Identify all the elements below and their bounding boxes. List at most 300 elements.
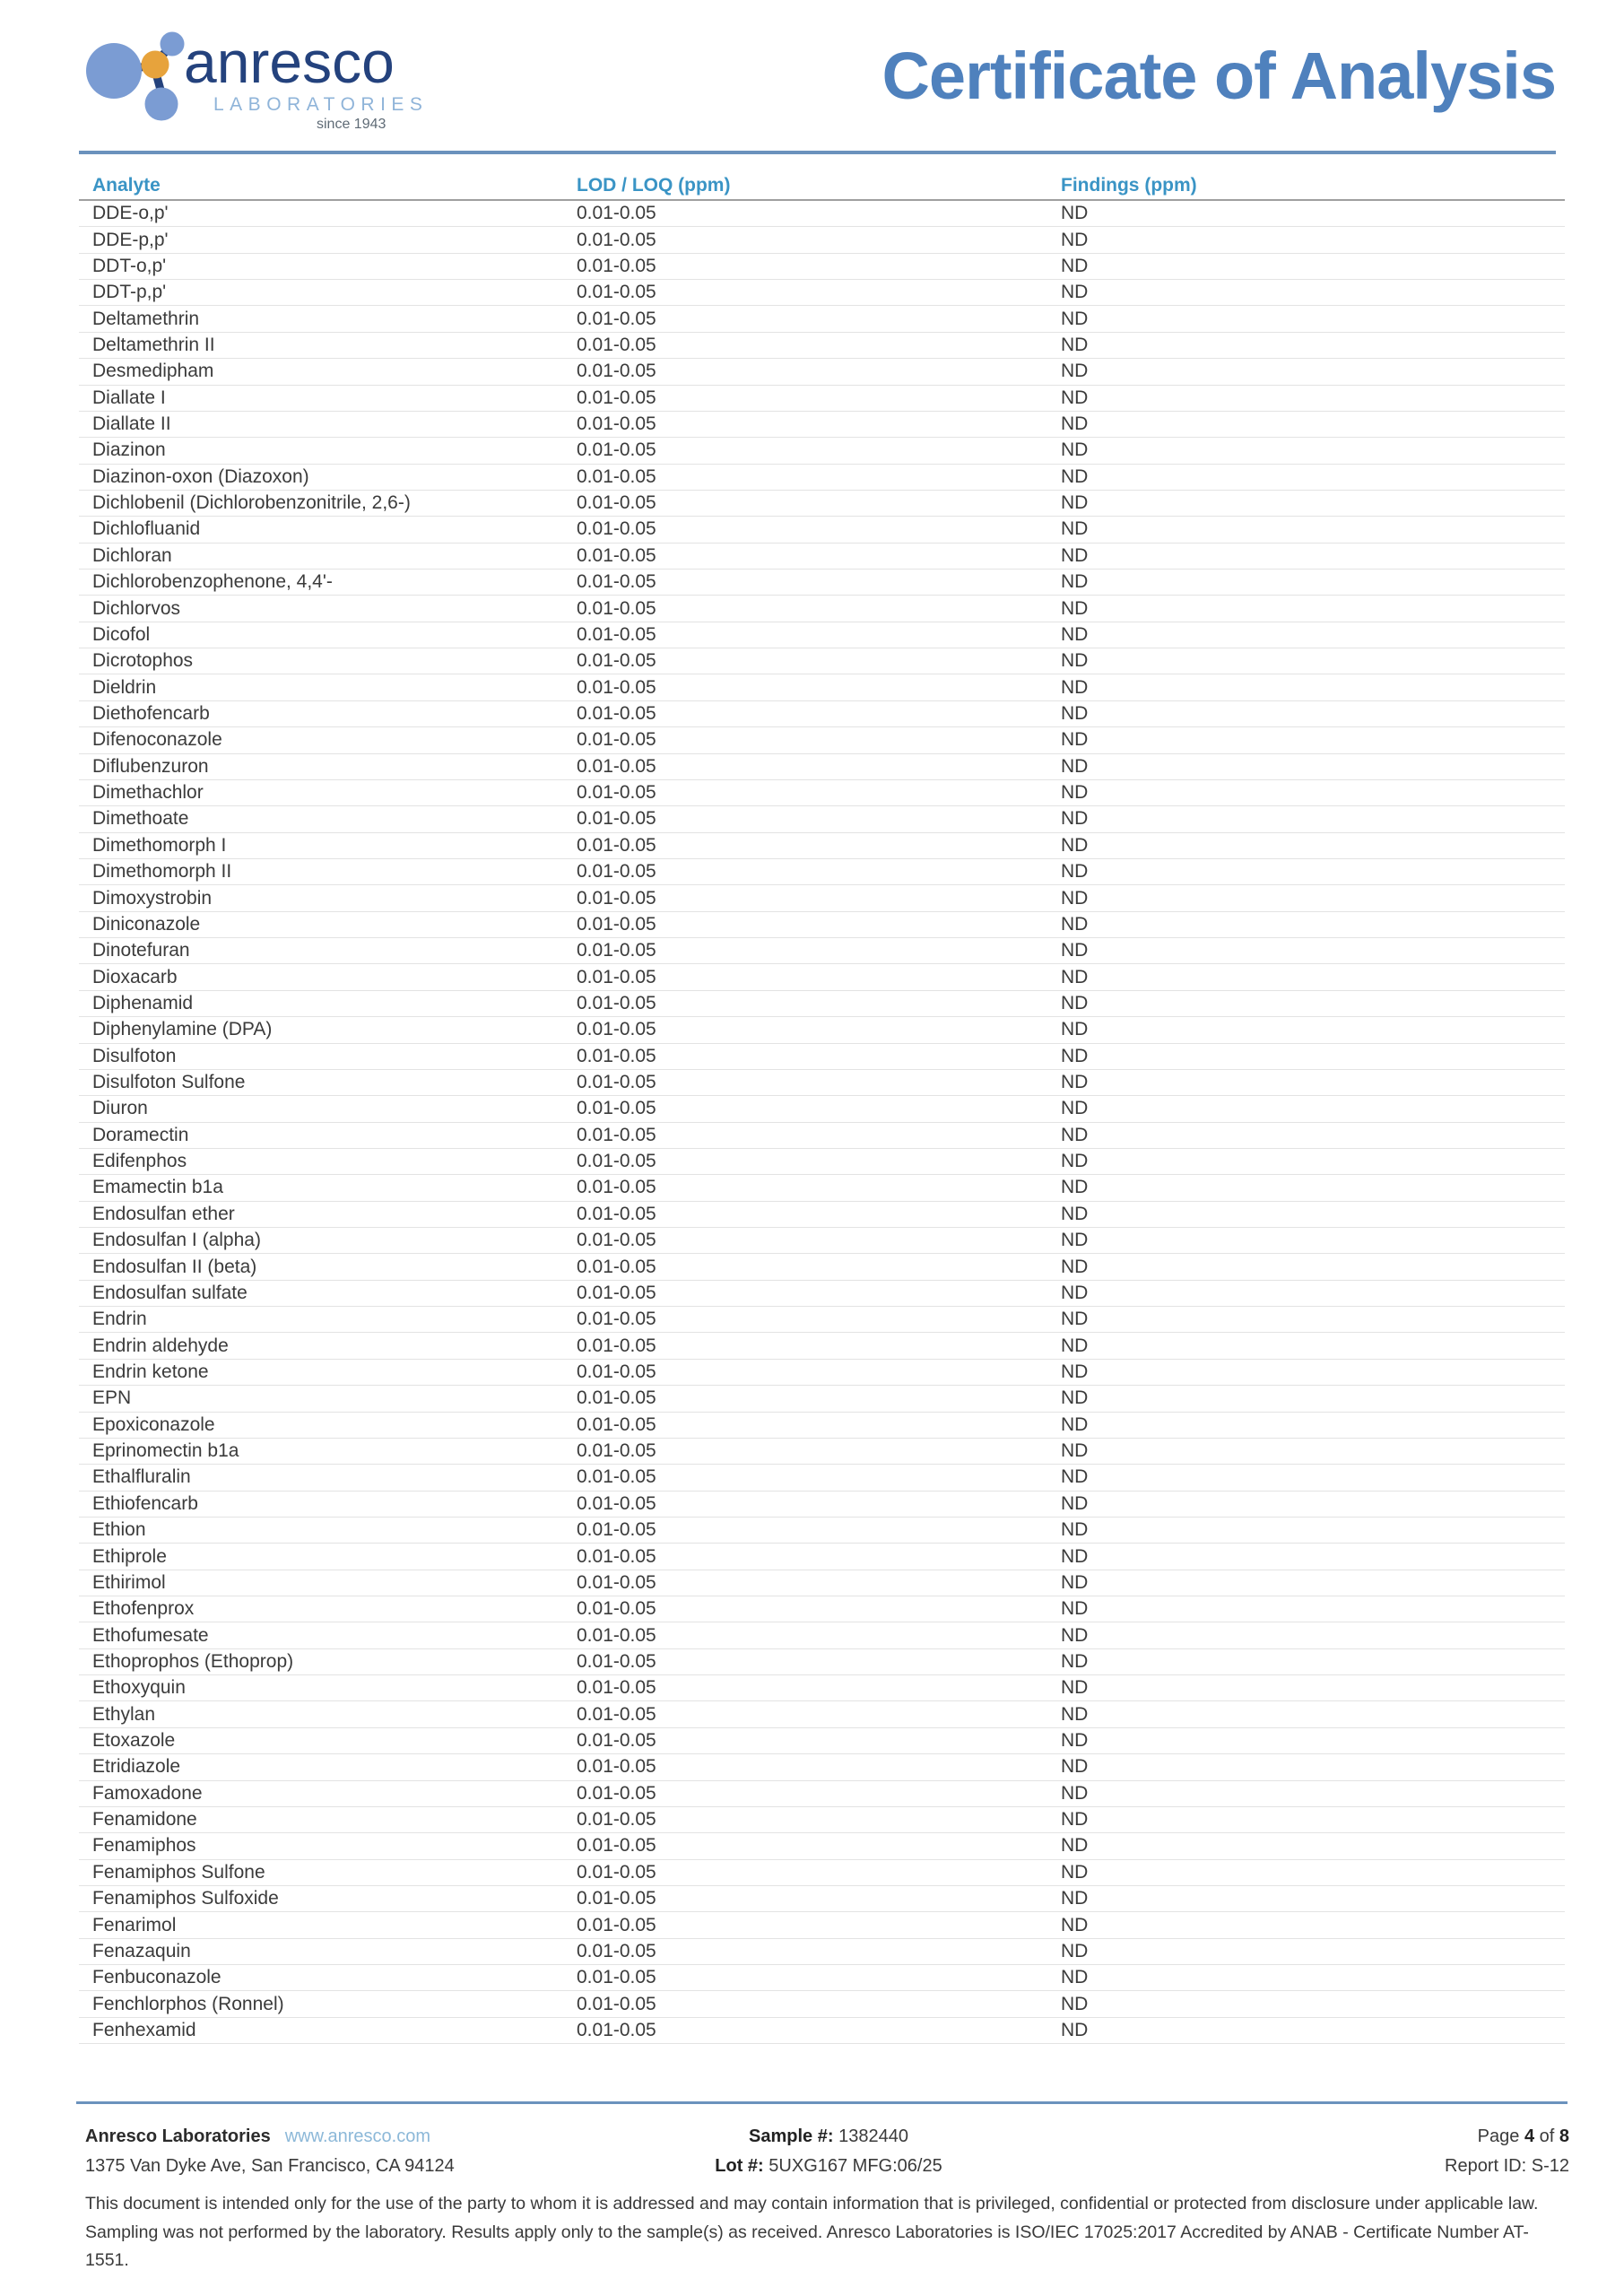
findings-value: ND xyxy=(1061,1519,1089,1541)
lod-loq-value: 0.01-0.05 xyxy=(577,834,656,856)
analyte-name: DDE-o,p' xyxy=(92,203,169,224)
lod-loq-value: 0.01-0.05 xyxy=(577,334,656,355)
analyte-name: DDT-p,p' xyxy=(92,282,167,303)
analyte-name: Disulfoton Sulfone xyxy=(92,1072,246,1093)
findings-value: ND xyxy=(1061,203,1089,224)
analyte-name: Diniconazole xyxy=(92,913,201,935)
analyte-name: Endrin aldehyde xyxy=(92,1335,229,1356)
analyte-name: Ethofenprox xyxy=(92,1598,195,1620)
analyte-name: DDE-p,p' xyxy=(92,229,169,250)
footer-sample-block xyxy=(715,2122,942,2181)
analyte-name: Fenarimol xyxy=(92,1914,177,1935)
lod-loq-value: 0.01-0.05 xyxy=(577,1309,656,1330)
lod-loq-value: 0.01-0.05 xyxy=(577,913,656,935)
table-row xyxy=(79,1570,1565,1596)
analyte-name: Ethirimol xyxy=(92,1571,166,1593)
findings-value: ND xyxy=(1061,1282,1089,1303)
analyte-name: Deltamethrin xyxy=(92,308,200,329)
lod-loq-value: 0.01-0.05 xyxy=(577,1809,656,1831)
findings-value: ND xyxy=(1061,913,1089,935)
table-row xyxy=(79,1360,1565,1386)
lod-loq-value: 0.01-0.05 xyxy=(577,1782,656,1804)
findings-value: ND xyxy=(1061,650,1089,672)
lod-loq-value: 0.01-0.05 xyxy=(577,597,656,619)
analyte-name: Endosulfan ether xyxy=(92,1203,235,1224)
table-row xyxy=(79,1912,1565,1938)
analyte-name: Diazinon xyxy=(92,439,166,461)
findings-value: ND xyxy=(1061,1835,1089,1857)
lod-loq-value: 0.01-0.05 xyxy=(577,729,656,751)
page-indicator xyxy=(1445,2122,1569,2152)
page-number: 4 xyxy=(1524,2126,1535,2146)
analyte-name: Dicrotophos xyxy=(92,650,194,672)
table-row xyxy=(79,964,1565,990)
table-row xyxy=(79,1413,1565,1439)
lod-loq-value: 0.01-0.05 xyxy=(577,940,656,961)
lod-loq-value: 0.01-0.05 xyxy=(577,1098,656,1119)
footer-address: 1375 Van Dyke Ave, San Francisco, CA 94124 xyxy=(85,2156,455,2176)
table-row xyxy=(79,648,1565,674)
findings-value: ND xyxy=(1061,492,1089,514)
analyte-name: Dichloran xyxy=(92,544,172,566)
findings-value: ND xyxy=(1061,1571,1089,1593)
lod-loq-value: 0.01-0.05 xyxy=(577,992,656,1013)
findings-value: ND xyxy=(1061,1124,1089,1145)
table-row xyxy=(79,465,1565,491)
table-row xyxy=(79,1860,1565,1886)
lod-loq-value: 0.01-0.05 xyxy=(577,413,656,435)
analyte-table-body xyxy=(79,201,1565,2044)
lod-loq-value: 0.01-0.05 xyxy=(577,518,656,540)
analyte-name: Epoxiconazole xyxy=(92,1413,215,1435)
findings-value: ND xyxy=(1061,413,1089,435)
logo-subtitle: LABORATORIES xyxy=(213,94,429,115)
table-row xyxy=(79,701,1565,727)
table-row xyxy=(79,517,1565,543)
analyte-name: Dichlobenil (Dichlorobenzonitrile, 2,6-) xyxy=(92,492,411,514)
column-header-lod-loq: LOD / LOQ (ppm) xyxy=(577,175,731,196)
lod-loq-value: 0.01-0.05 xyxy=(577,861,656,883)
analyte-name: Ethiofencarb xyxy=(92,1492,198,1514)
findings-value: ND xyxy=(1061,1703,1089,1725)
lod-loq-value: 0.01-0.05 xyxy=(577,650,656,672)
lot-number-line xyxy=(715,2152,942,2181)
analyte-name: Dinotefuran xyxy=(92,940,190,961)
findings-value: ND xyxy=(1061,229,1089,250)
table-row xyxy=(79,306,1565,332)
table-row xyxy=(79,674,1565,700)
analyte-name: Dichlorvos xyxy=(92,597,181,619)
table-row xyxy=(79,1281,1565,1307)
report-id-label: Report ID: xyxy=(1445,2156,1527,2176)
findings-value: ND xyxy=(1061,1098,1089,1119)
analyte-name: Endosulfan sulfate xyxy=(92,1282,248,1303)
lod-loq-value: 0.01-0.05 xyxy=(577,1361,656,1382)
sample-number-label: Sample #: xyxy=(749,2126,834,2146)
findings-value: ND xyxy=(1061,1940,1089,1961)
table-header-row xyxy=(79,172,1565,201)
table-row xyxy=(79,727,1565,753)
lod-loq-value: 0.01-0.05 xyxy=(577,1940,656,1961)
findings-value: ND xyxy=(1061,1730,1089,1752)
table-row xyxy=(79,1465,1565,1491)
findings-value: ND xyxy=(1061,597,1089,619)
analyte-name: Ethalfluralin xyxy=(92,1466,191,1488)
analyte-name: Fenbuconazole xyxy=(92,1967,221,1988)
table-row xyxy=(79,438,1565,464)
lot-number-label: Lot #: xyxy=(715,2156,764,2176)
table-row xyxy=(79,1202,1565,1228)
analyte-name: Ethiprole xyxy=(92,1545,167,1567)
lod-loq-value: 0.01-0.05 xyxy=(577,782,656,804)
findings-value: ND xyxy=(1061,676,1089,698)
sample-number-line xyxy=(715,2122,942,2152)
page-of-word: of xyxy=(1539,2126,1555,2146)
analyte-name: Difenoconazole xyxy=(92,729,222,751)
analyte-name: Dicofol xyxy=(92,623,151,645)
lod-loq-value: 0.01-0.05 xyxy=(577,1466,656,1488)
table-row xyxy=(79,1175,1565,1201)
table-row xyxy=(79,1070,1565,1096)
findings-value: ND xyxy=(1061,755,1089,777)
table-row xyxy=(79,1781,1565,1807)
table-row xyxy=(79,938,1565,964)
lod-loq-value: 0.01-0.05 xyxy=(577,1914,656,1935)
lod-loq-value: 0.01-0.05 xyxy=(577,465,656,487)
findings-value: ND xyxy=(1061,1650,1089,1672)
findings-value: ND xyxy=(1061,703,1089,724)
lod-loq-value: 0.01-0.05 xyxy=(577,203,656,224)
lod-loq-value: 0.01-0.05 xyxy=(577,1545,656,1567)
findings-value: ND xyxy=(1061,940,1089,961)
lod-loq-value: 0.01-0.05 xyxy=(577,1967,656,1988)
analyte-name: Etoxazole xyxy=(92,1730,176,1752)
findings-value: ND xyxy=(1061,966,1089,987)
column-header-findings: Findings (ppm) xyxy=(1061,175,1197,196)
findings-value: ND xyxy=(1061,808,1089,830)
table-row xyxy=(79,412,1565,438)
findings-value: ND xyxy=(1061,1335,1089,1356)
table-row xyxy=(79,1675,1565,1701)
column-header-analyte: Analyte xyxy=(92,175,161,196)
table-row xyxy=(79,1622,1565,1648)
lod-loq-value: 0.01-0.05 xyxy=(577,1124,656,1145)
analyte-name: Ethion xyxy=(92,1519,146,1541)
analyte-name: Emamectin b1a xyxy=(92,1177,223,1198)
analyte-name: Diallate II xyxy=(92,413,171,435)
lod-loq-value: 0.01-0.05 xyxy=(577,308,656,329)
findings-value: ND xyxy=(1061,1309,1089,1330)
findings-value: ND xyxy=(1061,834,1089,856)
analyte-name: Fenchlorphos (Ronnel) xyxy=(92,1993,284,2014)
footer-page-block xyxy=(1445,2122,1569,2181)
analyte-name: Famoxadone xyxy=(92,1782,203,1804)
table-row xyxy=(79,1439,1565,1465)
findings-value: ND xyxy=(1061,518,1089,540)
findings-value: ND xyxy=(1061,1203,1089,1224)
analyte-name: Fenazaquin xyxy=(92,1940,191,1961)
findings-value: ND xyxy=(1061,334,1089,355)
lod-loq-value: 0.01-0.05 xyxy=(577,1151,656,1172)
table-row xyxy=(79,227,1565,253)
lod-loq-value: 0.01-0.05 xyxy=(577,676,656,698)
analyte-name: Endrin ketone xyxy=(92,1361,209,1382)
findings-value: ND xyxy=(1061,1993,1089,2014)
lod-loq-value: 0.01-0.05 xyxy=(577,2019,656,2040)
lod-loq-value: 0.01-0.05 xyxy=(577,492,656,514)
findings-value: ND xyxy=(1061,465,1089,487)
table-row xyxy=(79,833,1565,859)
findings-value: ND xyxy=(1061,1677,1089,1699)
lod-loq-value: 0.01-0.05 xyxy=(577,544,656,566)
table-row xyxy=(79,859,1565,885)
footer-company-block xyxy=(85,2122,455,2181)
findings-value: ND xyxy=(1061,623,1089,645)
lod-loq-value: 0.01-0.05 xyxy=(577,1203,656,1224)
page-total: 8 xyxy=(1559,2126,1569,2146)
lod-loq-value: 0.01-0.05 xyxy=(577,966,656,987)
findings-value: ND xyxy=(1061,887,1089,909)
analyte-name: Dioxacarb xyxy=(92,966,178,987)
analyte-name: Ethoxyquin xyxy=(92,1677,186,1699)
findings-value: ND xyxy=(1061,282,1089,303)
analyte-name: Dimethoate xyxy=(92,808,189,830)
table-row xyxy=(79,754,1565,780)
analyte-name: Disulfoton xyxy=(92,1045,177,1066)
findings-value: ND xyxy=(1061,571,1089,593)
findings-value: ND xyxy=(1061,1809,1089,1831)
report-id-value: S-12 xyxy=(1531,2156,1569,2176)
lod-loq-value: 0.01-0.05 xyxy=(577,1598,656,1620)
analyte-name: Deltamethrin II xyxy=(92,334,215,355)
lod-loq-value: 0.01-0.05 xyxy=(577,229,656,250)
table-row xyxy=(79,1939,1565,1965)
page-word: Page xyxy=(1477,2126,1520,2146)
findings-value: ND xyxy=(1061,1888,1089,1909)
table-row xyxy=(79,201,1565,227)
table-row xyxy=(79,780,1565,806)
table-row xyxy=(79,1728,1565,1754)
lod-loq-value: 0.01-0.05 xyxy=(577,387,656,408)
table-row xyxy=(79,254,1565,280)
footer-disclaimer: This document is intended only for the use of the party to whom it is addressed and may contain information that is privileged, confidential or protected from disclosure under applicable law. Sampling was not performed by the laboratory. Results apply only to the sample(s) as received. Anresco Laboratories is ISO/IEC 17025:2017 Accredited by ANAB - Certificate Number AT-1551. xyxy=(85,2194,1539,2270)
analyte-table xyxy=(79,172,1565,2044)
findings-value: ND xyxy=(1061,1492,1089,1514)
page-title: Certificate of Analysis xyxy=(881,39,1556,113)
table-row xyxy=(79,1044,1565,1070)
findings-value: ND xyxy=(1061,387,1089,408)
findings-value: ND xyxy=(1061,308,1089,329)
lod-loq-value: 0.01-0.05 xyxy=(577,1440,656,1462)
table-row xyxy=(79,1017,1565,1043)
findings-value: ND xyxy=(1061,439,1089,461)
table-row xyxy=(79,1701,1565,1727)
analyte-name: Fenamiphos xyxy=(92,1835,196,1857)
analyte-name: Endosulfan I (alpha) xyxy=(92,1230,261,1251)
lod-loq-value: 0.01-0.05 xyxy=(577,1072,656,1093)
findings-value: ND xyxy=(1061,1861,1089,1883)
footer-divider xyxy=(76,2101,1568,2104)
lod-loq-value: 0.01-0.05 xyxy=(577,1177,656,1198)
table-row xyxy=(79,2018,1565,2044)
analyte-name: Diuron xyxy=(92,1098,148,1119)
findings-value: ND xyxy=(1061,1151,1089,1172)
anresco-molecule-logo-icon xyxy=(81,25,193,128)
findings-value: ND xyxy=(1061,1019,1089,1040)
lod-loq-value: 0.01-0.05 xyxy=(577,755,656,777)
analyte-name: Dieldrin xyxy=(92,676,157,698)
analyte-name: Diallate I xyxy=(92,387,166,408)
findings-value: ND xyxy=(1061,1361,1089,1382)
analyte-name: Dimethomorph I xyxy=(92,834,227,856)
findings-value: ND xyxy=(1061,255,1089,276)
lod-loq-value: 0.01-0.05 xyxy=(577,1571,656,1593)
lod-loq-value: 0.01-0.05 xyxy=(577,1703,656,1725)
findings-value: ND xyxy=(1061,861,1089,883)
findings-value: ND xyxy=(1061,1177,1089,1198)
analyte-name: Fenamidone xyxy=(92,1809,197,1831)
findings-value: ND xyxy=(1061,361,1089,382)
lod-loq-value: 0.01-0.05 xyxy=(577,282,656,303)
lod-loq-value: 0.01-0.05 xyxy=(577,1677,656,1699)
table-row xyxy=(79,1096,1565,1122)
findings-value: ND xyxy=(1061,1466,1089,1488)
table-row xyxy=(79,1123,1565,1149)
anresco-logo xyxy=(184,29,429,132)
table-row xyxy=(79,912,1565,938)
table-row xyxy=(79,622,1565,648)
analyte-name: Diflubenzuron xyxy=(92,755,209,777)
lod-loq-value: 0.01-0.05 xyxy=(577,1387,656,1409)
table-row xyxy=(79,359,1565,385)
analyte-name: Dimethomorph II xyxy=(92,861,232,883)
findings-value: ND xyxy=(1061,1967,1089,1988)
footer-website-link[interactable]: www.anresco.com xyxy=(284,2126,431,2146)
lod-loq-value: 0.01-0.05 xyxy=(577,808,656,830)
analyte-name: Fenhexamid xyxy=(92,2019,196,2040)
findings-value: ND xyxy=(1061,1914,1089,1935)
table-row xyxy=(79,885,1565,911)
lod-loq-value: 0.01-0.05 xyxy=(577,623,656,645)
table-row xyxy=(79,806,1565,832)
findings-value: ND xyxy=(1061,2019,1089,2040)
table-row xyxy=(79,570,1565,596)
logo-wordmark: anresco xyxy=(184,29,395,95)
lod-loq-value: 0.01-0.05 xyxy=(577,1335,656,1356)
table-row xyxy=(79,1991,1565,2017)
table-row xyxy=(79,1965,1565,1991)
table-row xyxy=(79,1149,1565,1175)
table-row xyxy=(79,1333,1565,1359)
lod-loq-value: 0.01-0.05 xyxy=(577,1256,656,1277)
analyte-name: Diphenamid xyxy=(92,992,194,1013)
analyte-name: Eprinomectin b1a xyxy=(92,1440,239,1462)
table-row xyxy=(79,1649,1565,1675)
lod-loq-value: 0.01-0.05 xyxy=(577,1019,656,1040)
table-row xyxy=(79,1386,1565,1412)
lod-loq-value: 0.01-0.05 xyxy=(577,255,656,276)
table-row xyxy=(79,1518,1565,1544)
findings-value: ND xyxy=(1061,1624,1089,1646)
analyte-name: Edifenphos xyxy=(92,1151,187,1172)
analyte-name: Desmedipham xyxy=(92,361,214,382)
table-row xyxy=(79,1228,1565,1254)
table-row xyxy=(79,280,1565,306)
table-row xyxy=(79,1886,1565,1912)
table-row xyxy=(79,491,1565,517)
table-row xyxy=(79,1754,1565,1780)
analyte-name: Ethoprophos (Ethoprop) xyxy=(92,1650,294,1672)
analyte-name: Dimethachlor xyxy=(92,782,204,804)
analyte-name: Endosulfan II (beta) xyxy=(92,1256,257,1277)
table-row xyxy=(79,1596,1565,1622)
analyte-name: Etridiazole xyxy=(92,1756,181,1778)
table-row xyxy=(79,386,1565,412)
findings-value: ND xyxy=(1061,1387,1089,1409)
findings-value: ND xyxy=(1061,1756,1089,1778)
analyte-name: Dichlorobenzophenone, 4,4'- xyxy=(92,571,333,593)
analyte-name: Dimoxystrobin xyxy=(92,887,213,909)
findings-value: ND xyxy=(1061,1072,1089,1093)
findings-value: ND xyxy=(1061,1230,1089,1251)
header-divider xyxy=(79,151,1556,154)
findings-value: ND xyxy=(1061,782,1089,804)
analyte-name: Endrin xyxy=(92,1309,147,1330)
lod-loq-value: 0.01-0.05 xyxy=(577,1624,656,1646)
findings-value: ND xyxy=(1061,1545,1089,1567)
table-row xyxy=(79,596,1565,622)
lod-loq-value: 0.01-0.05 xyxy=(577,1888,656,1909)
lod-loq-value: 0.01-0.05 xyxy=(577,1413,656,1435)
lod-loq-value: 0.01-0.05 xyxy=(577,1756,656,1778)
findings-value: ND xyxy=(1061,729,1089,751)
analyte-name: Dichlofluanid xyxy=(92,518,201,540)
logo-since: since 1943 xyxy=(317,117,386,132)
lod-loq-value: 0.01-0.05 xyxy=(577,1730,656,1752)
lod-loq-value: 0.01-0.05 xyxy=(577,439,656,461)
table-row xyxy=(79,544,1565,570)
lod-loq-value: 0.01-0.05 xyxy=(577,571,656,593)
table-row xyxy=(79,1254,1565,1280)
lod-loq-value: 0.01-0.05 xyxy=(577,1282,656,1303)
table-row xyxy=(79,333,1565,359)
analyte-name: Diphenylamine (DPA) xyxy=(92,1019,273,1040)
table-row xyxy=(79,1544,1565,1570)
findings-value: ND xyxy=(1061,1256,1089,1277)
lod-loq-value: 0.01-0.05 xyxy=(577,1835,656,1857)
table-row xyxy=(79,1307,1565,1333)
lod-loq-value: 0.01-0.05 xyxy=(577,1045,656,1066)
analyte-name: DDT-o,p' xyxy=(92,255,167,276)
analyte-name: Ethylan xyxy=(92,1703,156,1725)
analyte-name: Fenamiphos Sulfone xyxy=(92,1861,265,1883)
lot-number-value: 5UXG167 MFG:06/25 xyxy=(769,2156,942,2176)
analyte-name: Doramectin xyxy=(92,1124,189,1145)
lod-loq-value: 0.01-0.05 xyxy=(577,1519,656,1541)
table-row xyxy=(79,991,1565,1017)
findings-value: ND xyxy=(1061,1782,1089,1804)
table-row xyxy=(79,1833,1565,1859)
findings-value: ND xyxy=(1061,1045,1089,1066)
lod-loq-value: 0.01-0.05 xyxy=(577,1492,656,1514)
lod-loq-value: 0.01-0.05 xyxy=(577,361,656,382)
analyte-name: EPN xyxy=(92,1387,132,1409)
sample-number-value: 1382440 xyxy=(838,2126,908,2146)
analyte-name: Diazinon-oxon (Diazoxon) xyxy=(92,465,309,487)
findings-value: ND xyxy=(1061,1413,1089,1435)
footer-company-name: Anresco Laboratories xyxy=(85,2126,271,2146)
findings-value: ND xyxy=(1061,544,1089,566)
